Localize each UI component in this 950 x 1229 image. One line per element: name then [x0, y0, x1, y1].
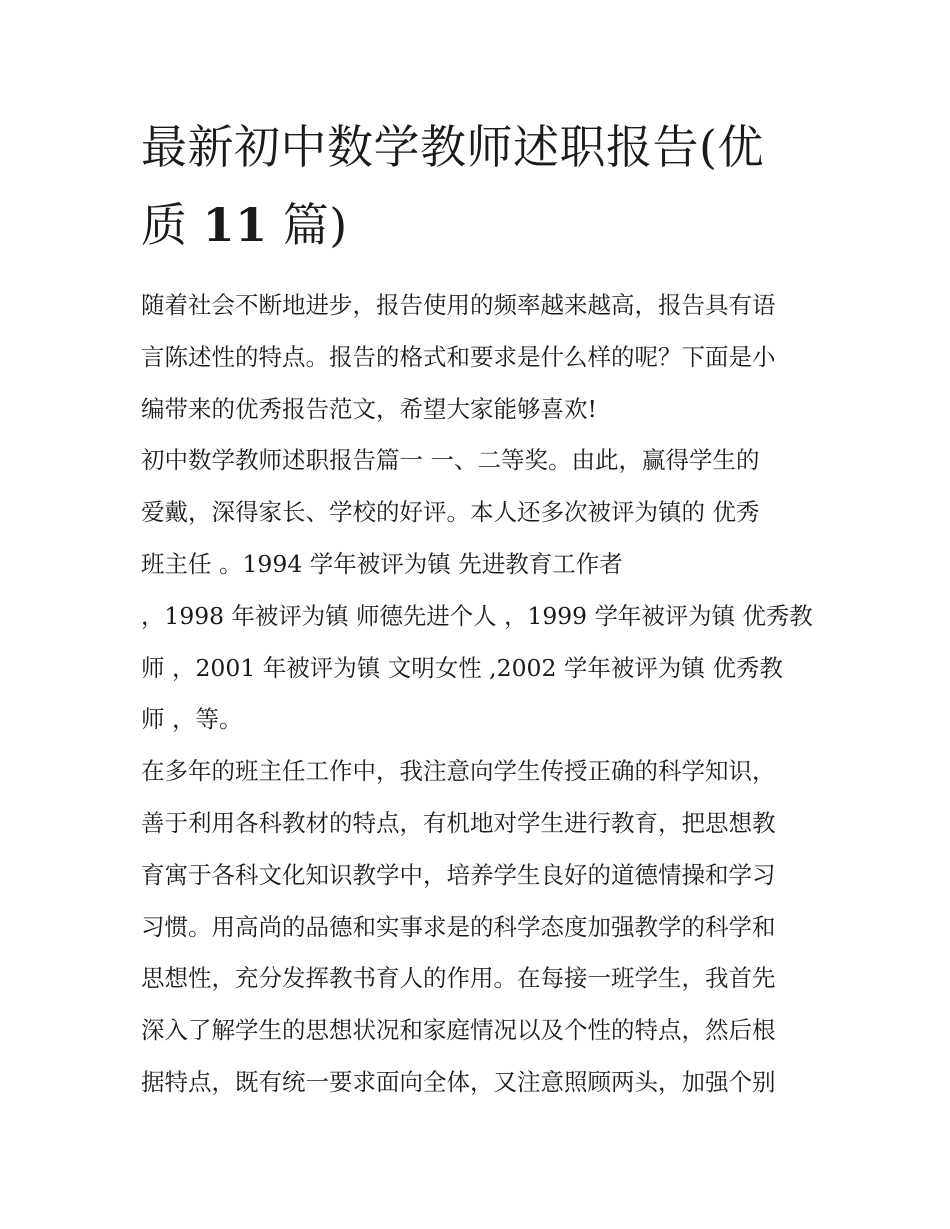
text-line: 善于利用各科教材的特点，有机地对学生进行教育，把思想教 — [141, 808, 776, 837]
text-line: 初中数学教师述职报告篇一 一、二等奖。由此，赢得学生的 — [141, 446, 760, 475]
text-line: 编带来的优秀报告范文，希望大家能够喜欢! — [141, 394, 597, 423]
text-line: ，1998 年被评为镇 师德先进个人 ，1999 学年被评为镇 优秀教 — [141, 601, 813, 630]
document-title — [141, 108, 813, 264]
document-body — [141, 280, 813, 1109]
text-line: 在多年的班主任工作中，我注意向学生传授正确的科学知识， — [141, 757, 776, 786]
text-line: 爱戴，深得家长、学校的好评。本人还多次被评为镇的 优秀 — [141, 498, 760, 527]
text-line: 习惯。用高尚的品德和实事求是的科学态度加强教学的科学和 — [141, 912, 776, 941]
document-content — [141, 108, 813, 1109]
paragraph-intro — [141, 280, 813, 435]
text-line: 随着社会不断地进步，报告使用的频率越来越高，报告具有语 — [141, 291, 776, 319]
paragraph-teaching — [141, 746, 813, 1109]
text-line: 育寓于各科文化知识教学中，培养学生良好的道德情操和学习 — [141, 860, 776, 889]
text-line: 师 ，2001 年被评为镇 文明女性 ,2002 学年被评为镇 优秀教 — [141, 653, 783, 682]
text-line: 言陈述性的特点。报告的格式和要求是什么样的呢？下面是小 — [141, 342, 776, 371]
title-line-2: 质 11 篇) — [141, 198, 348, 252]
text-line: 据特点，既有统一要求面向全体，又注意照顾两头，加强个别 — [141, 1067, 776, 1096]
text-line: 师 ，等。 — [141, 705, 243, 734]
title-line-1: 最新初中数学教师述职报告(优 — [141, 120, 764, 174]
text-line: 班主任 。1994 学年被评为镇 先进教育工作者 — [141, 549, 623, 578]
text-line: 思想性，充分发挥教书育人的作用。在每接一班学生，我首先 — [141, 964, 776, 993]
text-line: 深入了解学生的思想状况和家庭情况以及个性的特点，然后根 — [141, 1016, 776, 1045]
paragraph-awards — [141, 435, 813, 746]
